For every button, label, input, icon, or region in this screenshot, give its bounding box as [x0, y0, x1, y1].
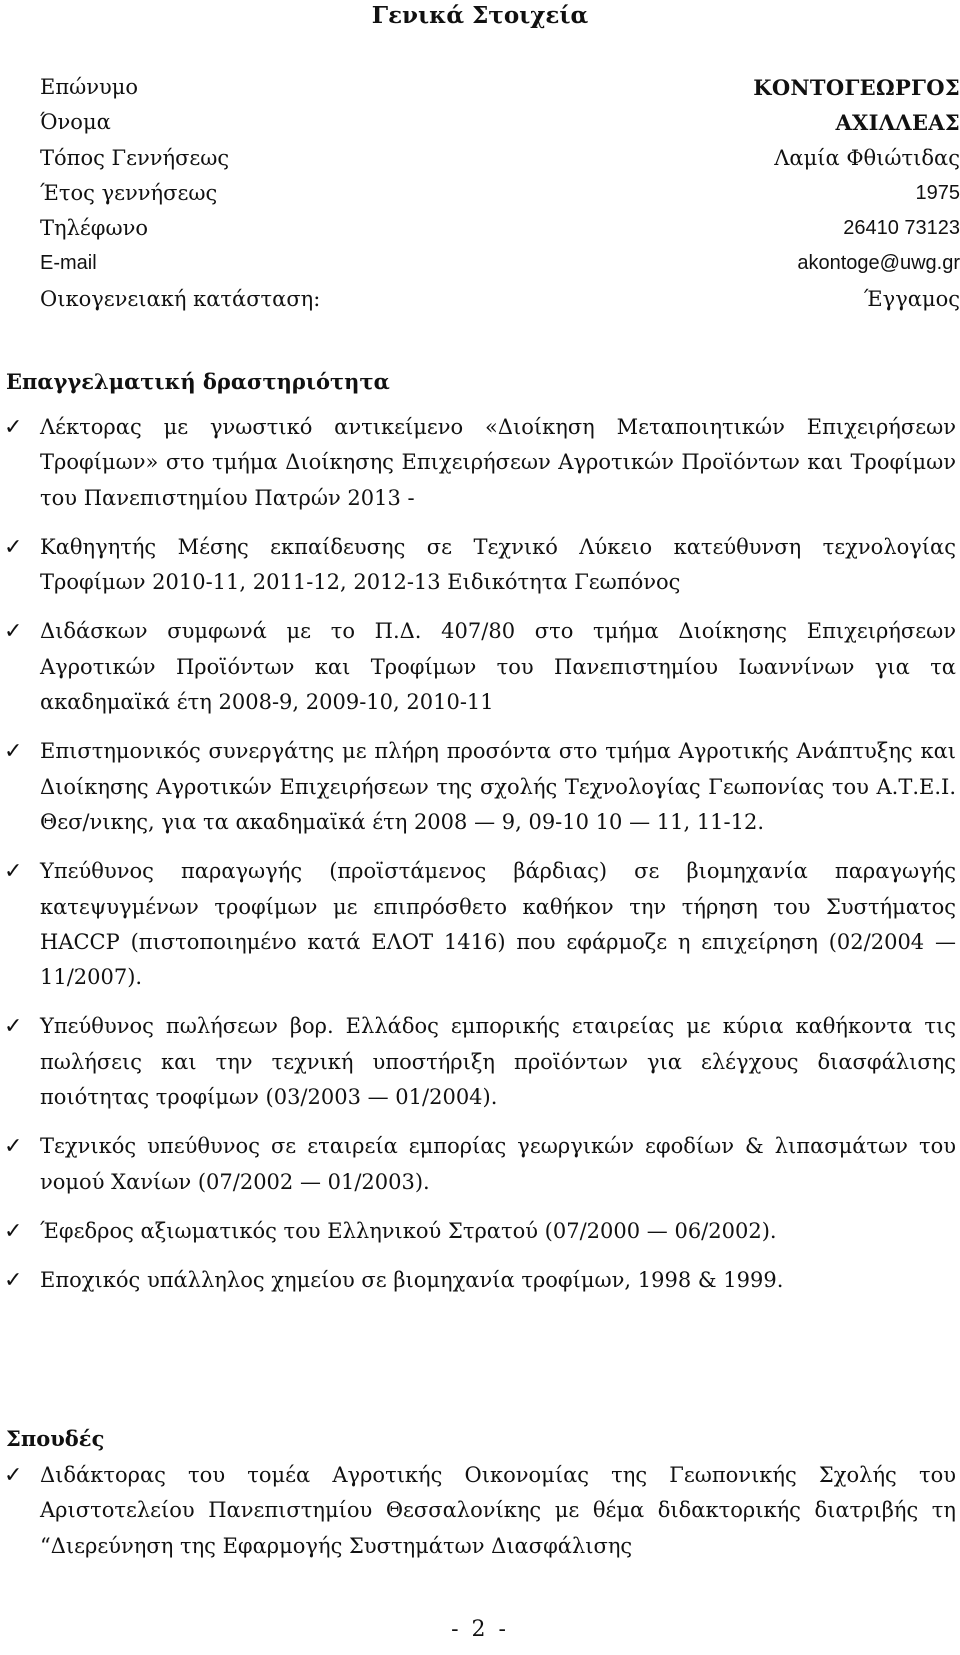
info-label: Τηλέφωνο	[40, 216, 149, 241]
info-label: E-mail	[40, 252, 97, 275]
list-item	[0, 1458, 960, 1564]
general-info-table	[40, 70, 960, 317]
list-item	[0, 530, 960, 601]
list-item	[0, 734, 960, 840]
list-item	[0, 1129, 960, 1200]
info-row-name	[40, 105, 960, 140]
studies-heading: Σπουδές	[6, 1426, 105, 1451]
list-item-text: Τεχνικός υπεύθυνος σε εταιρεία εμπορίας γεωργικών εφοδίων & λιπασμάτων του νομού Χανίων (07/2002 — 01/2003).	[40, 1134, 956, 1194]
list-item-text: Έφεδρος αξιωματικός του Ελληνικού Στρατού (07/2000 — 06/2002).	[40, 1218, 777, 1243]
info-value: Έγγαμος	[863, 286, 960, 311]
list-item	[0, 1263, 960, 1298]
list-item-text: Καθηγητής Μέσης εκπαίδευσης σε Τεχνικό Λύκειο κατεύθυνση τεχνολογίας Τροφίμων 2010-11, 2011-12, 2012-13 Ειδικότητα Γεωπόνος	[40, 534, 956, 595]
check-icon: ✓	[4, 1268, 23, 1294]
page-number: - 2 -	[451, 1617, 509, 1642]
info-value: ΚΟΝΤΟΓΕΩΡΓΟΣ	[753, 75, 960, 100]
info-value: ΑΧΙΛΛΕΑΣ	[835, 110, 960, 136]
info-label: Επώνυμο	[40, 75, 139, 99]
info-label: Τόπος Γεννήσεως	[40, 145, 230, 170]
check-icon: ✓	[4, 1463, 23, 1488]
info-label: Όνομα	[40, 110, 111, 135]
professional-list	[0, 410, 960, 1313]
check-icon: ✓	[4, 534, 23, 560]
info-row-birth-year	[40, 176, 960, 211]
list-item-text: Διδάσκων συμφωνά με το Π.Δ. 407/80 στο τμήμα Διοίκησης Επιχειρήσεων Αγροτικών Προϊόντων και Τροφίμων του Πανεπιστημίου Ιωαννίνων για τα ακαδημαϊκά έτη 2008-9, 2009-10, 2010-11	[40, 619, 956, 715]
page-title: Γενικά Στοιχεία	[371, 2, 589, 29]
check-icon: ✓	[4, 619, 23, 645]
info-row-email	[40, 246, 960, 281]
list-item-text: Υπεύθυνος παραγωγής (προϊστάμενος βάρδιας) σε βιομηχανία παραγωγής κατεψυγμένων τροφίμων με επιπρόσθετο καθήκον την τήρηση του Συστήματος HACCP (πιστοποιημένο κατά ΕΛΟΤ 1416) που εφάρμοζε η επιχείρηση (02/2004 —11/2007).	[40, 859, 956, 990]
info-value: 26410 73123	[843, 217, 960, 240]
check-icon: ✓	[4, 1218, 23, 1244]
check-icon: ✓	[4, 739, 23, 765]
professional-heading: Επαγγελματική δραστηριότητα	[6, 369, 390, 394]
check-icon: ✓	[4, 1014, 23, 1040]
info-row-marital-status	[40, 282, 960, 317]
list-item	[0, 410, 960, 516]
info-row-surname	[40, 70, 960, 105]
info-row-phone	[40, 211, 960, 246]
list-item-text: Εποχικός υπάλληλος χημείου σε βιομηχανία τροφίμων, 1998 & 1999.	[40, 1268, 784, 1293]
check-icon: ✓	[4, 1134, 23, 1160]
list-item	[0, 1009, 960, 1115]
list-item-text: Διδάκτορας του τομέα Αγροτικής Οικονομίας της Γεωπονικής Σχολής του Αριστοτελείου Πανεπιστημίου Θεσσαλονίκης με θέμα διδακτορικής διατριβής τη “Διερεύνηση της Εφαρμογής Συστημάτων Διασφάλισης	[40, 1463, 956, 1558]
info-value: 1975	[915, 181, 960, 204]
info-label: Έτος γεννήσεως	[40, 180, 218, 205]
list-item-text: Λέκτορας με γνωστικό αντικείμενο «Διοίκηση Μεταποιητικών Επιχειρήσεων Τροφίμων» στο τμήμα Διοίκησης Επιχειρήσεων Αγροτικών Προϊόντων και Τροφίμων του Πανεπιστημίου Πατρών 2013 -	[40, 415, 956, 510]
list-item-text: Επιστημονικός συνεργάτης με πλήρη προσόντα στο τμήμα Αγροτικής Ανάπτυξης και Διοίκησης Αγροτικών Επιχειρήσεων της σχολής Τεχνολογίας Γεωπονίας του Α.Τ.Ε.Ι. Θεσ/νικης, για τα ακαδημαϊκά έτη 2008 — 9, 09-10 10 — 11, 11-12.	[40, 739, 956, 834]
info-label: Οικογενειακή κατάσταση:	[40, 286, 321, 311]
check-icon: ✓	[4, 859, 23, 885]
list-item	[0, 614, 960, 720]
info-value: Λαμία Φθιώτιδας	[774, 145, 960, 170]
list-item	[0, 854, 960, 995]
list-item-text: Υπεύθυνος πωλήσεων βορ. Ελλάδος εμπορικής εταιρείας με κύρια καθήκοντα τις πωλήσεις και την τεχνική υποστήριξη προϊόντων για ελέγχους διασφάλισης ποιότητας τροφίμων (03/2003 — 01/2004).	[40, 1014, 956, 1110]
list-item	[0, 1214, 960, 1249]
info-row-birthplace	[40, 141, 960, 176]
check-icon: ✓	[4, 415, 23, 440]
info-value-email[interactable]: akontoge@uwg.gr	[797, 252, 960, 275]
studies-list	[0, 1458, 960, 1578]
